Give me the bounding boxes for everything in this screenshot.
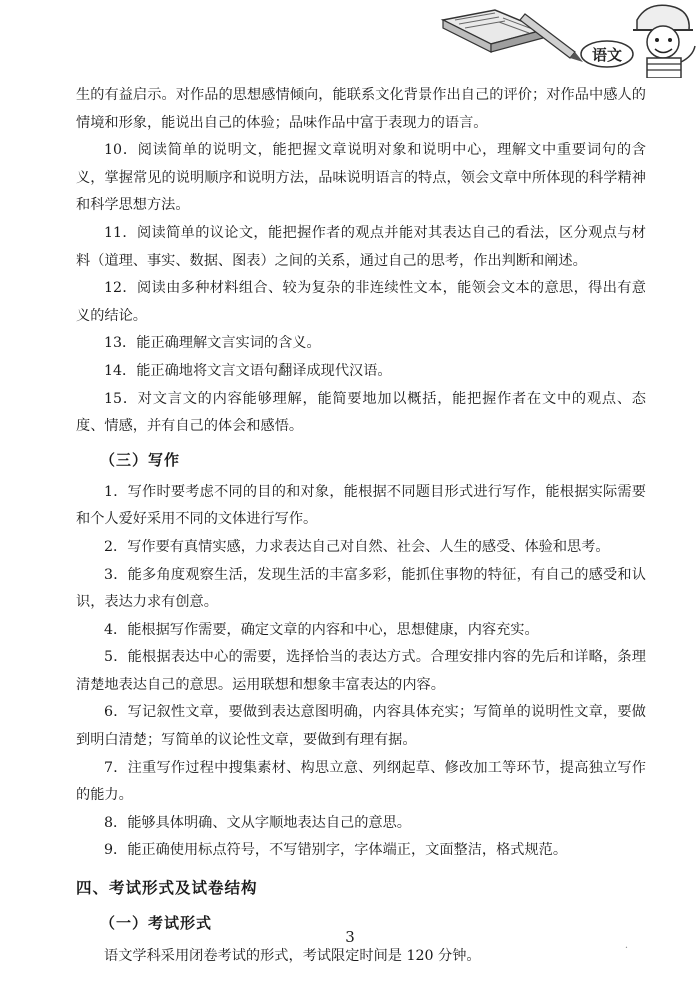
header-illustration: [425, 0, 700, 78]
writing-item-4: 4．能根据写作需要，确定文章的内容和中心，思想健康，内容充实。: [104, 621, 539, 638]
reading-item-12: 12．阅读由多种材料组合、较为复杂的非连续性文本，能领会文本的意思，得出有意义的结论。: [76, 280, 646, 324]
writing-item-2: 2．写作要有真情实感，力求表达自己对自然、社会、人生的感受、体验和思考。: [104, 538, 610, 555]
paragraph-continued: 生的有益启示。对作品的思想感情倾向，能联系文化背景作出自己的评价；对作品中感人的情境和形象，能说出自己的体验；品味作品中富于表现力的语言。: [76, 87, 646, 131]
writing-item-5: 5．能根据表达中心的需要，选择恰当的表达方式。合理安排内容的先后和详略，条理清楚地表达自己的意思。运用联想和想象丰富表达的内容。: [76, 649, 646, 693]
writing-item-3: 3．能多角度观察生活，发现生活的丰富多彩，能抓住事物的特征，有自己的感受和认识，表达力求有创意。: [76, 566, 646, 611]
writing-item-7: 7．注重写作过程中搜集素材、构思立意、列纲起草、修改加工等环节，提高独立写作的能力。: [76, 759, 646, 804]
section-heading-exam-form: （一）考试形式: [100, 914, 213, 933]
subject-badge: [581, 41, 633, 67]
footer-mark: .: [624, 940, 628, 951]
page-number: 3: [345, 928, 355, 946]
reading-item-14: 14．能正确地将文言文语句翻译成现代汉语。: [104, 362, 392, 379]
reading-item-10: 10．阅读简单的说明文，能把握文章说明对象和说明中心，理解文中重要词句的含义，掌握常见的说明顺序和说明方法，品味说明语言的特点，领会文章中所体现的科学精神和科学思想方法。: [76, 142, 646, 214]
writing-item-9: 9．能正确使用标点符号，不写错别字，字体端正，文面整洁，格式规范。: [104, 842, 568, 859]
reading-item-15: 15．对文言文的内容能够理解，能简要地加以概括，能把握作者在文中的观点、态度、情感，并有自己的体会和感悟。: [76, 390, 646, 435]
writing-item-8: 8．能够具体明确、文从字顺地表达自己的意思。: [104, 814, 411, 831]
cartoon-kid-icon: [633, 5, 695, 78]
section-heading-writing: （三）写作: [100, 450, 181, 469]
reading-item-11: 11．阅读简单的议论文，能把握作者的观点并能对其表达自己的看法，区分观点与材料（道理、事实、数据、图表）之间的关系，通过自己的思考，作出判断和阐述。: [76, 224, 646, 269]
reading-item-13: 13．能正确理解文言实词的含义。: [104, 335, 321, 352]
writing-item-6: 6．写记叙性文章，要做到表达意图明确，内容具体充实；写简单的说明性文章，要做到明白清楚；写简单的议论性文章，要做到有理有据。: [76, 704, 646, 749]
section-heading-exam-structure: 四、考试形式及试卷结构: [76, 879, 258, 898]
subject-badge-text: 语文: [591, 46, 623, 64]
page-content: [76, 82, 646, 971]
writing-item-1: 1．写作时要考虑不同的目的和对象，能根据不同题目形式进行写作，能根据实际需要和个人爱好采用不同的文体进行写作。: [76, 483, 646, 528]
exam-form-text: 语文学科采用闭卷考试的形式，考试限定时间是 120 分钟。: [104, 948, 481, 965]
